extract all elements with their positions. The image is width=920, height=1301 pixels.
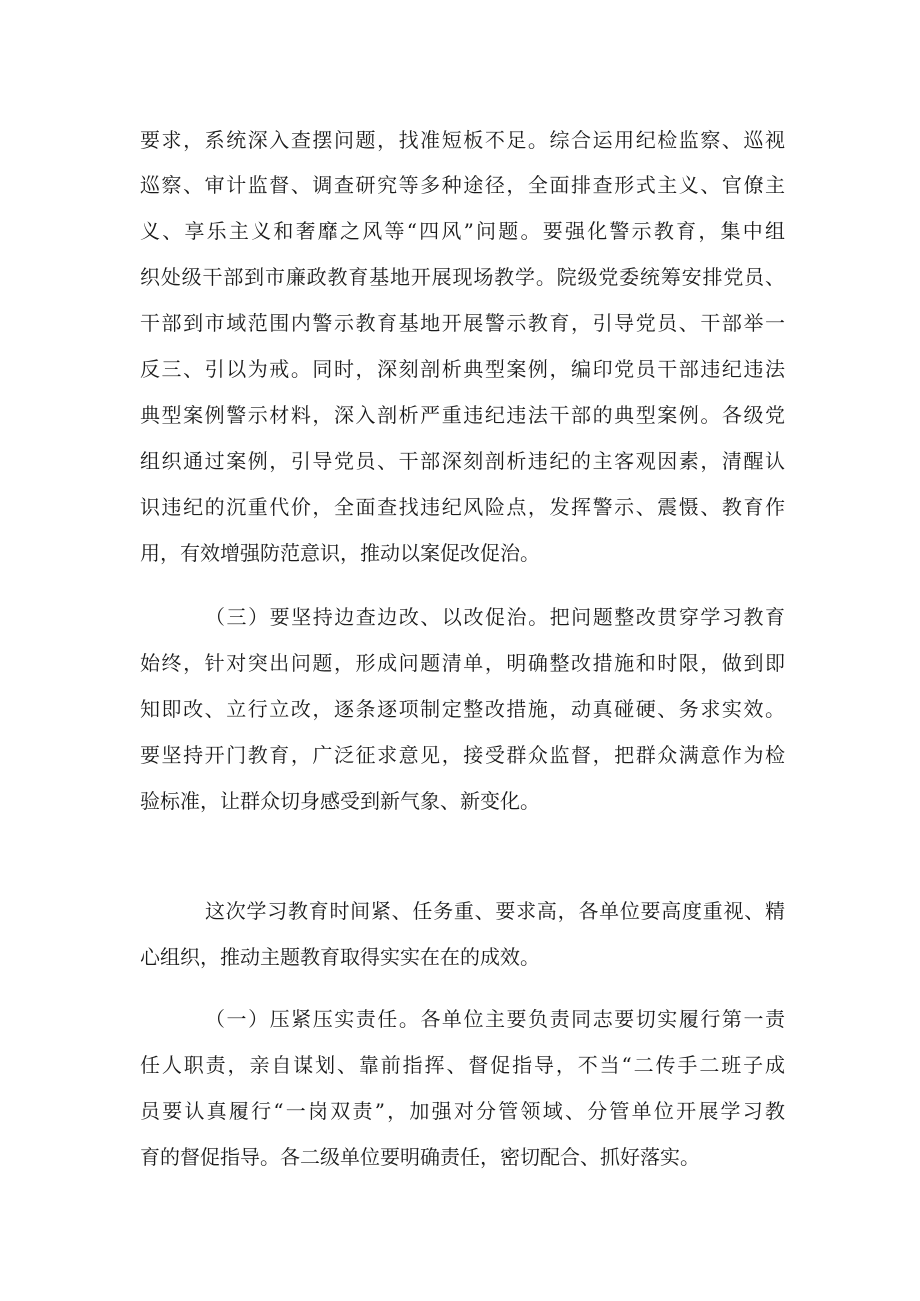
paragraph-1-line-5: 干部到市域范围内警示教育基地开展警示教育，引导党员、干部举一 xyxy=(140,311,785,335)
paragraph-3-line-2: 心组织，推动主题教育取得实实在在的成效。 xyxy=(140,945,540,969)
paragraph-1-line-4: 织处级干部到市廉政教育基地开展现场教学。院级党委统筹安排党员、 xyxy=(140,265,785,289)
paragraph-4-line-3: 员要认真履行“一岗双责”，加强对分管领域、分管单位开展学习教 xyxy=(140,1099,785,1123)
paragraph-2-line-5: 验标准，让群众切身感受到新气象、新变化。 xyxy=(140,789,540,813)
paragraph-3-line-1: 这次学习教育时间紧、任务重、要求高，各单位要高度重视、精 xyxy=(205,899,785,923)
paragraph-1-line-6: 反三、引以为戒。同时，深刻剖析典型案例，编印党员干部违纪违法 xyxy=(140,357,785,381)
paragraph-1-line-10: 用，有效增强防范意识，推动以案促改促治。 xyxy=(140,541,540,565)
paragraph-2-line-4: 要坚持开门教育，广泛征求意见，接受群众监督，把群众满意作为检 xyxy=(140,743,785,767)
paragraph-1-line-1: 要求，系统深入查摆问题，找准短板不足。综合运用纪检监察、巡视 xyxy=(140,128,785,152)
paragraph-2-line-1: （三）要坚持边查边改、以改促治。把问题整改贯穿学习教育 xyxy=(205,605,785,629)
paragraph-1-line-3: 义、享乐主义和奢靡之风等“四风”问题。要强化警示教育，集中组 xyxy=(140,219,785,243)
paragraph-2-line-2: 始终，针对突出问题，形成问题清单，明确整改措施和时限，做到即 xyxy=(140,651,785,675)
paragraph-1-line-2: 巡察、审计监督、调查研究等多种途径，全面排查形式主义、官僚主 xyxy=(140,173,785,197)
paragraph-2-line-3: 知即改、立行立改，逐条逐项制定整改措施，动真碰硬、务求实效。 xyxy=(140,697,785,721)
paragraph-4-line-1: （一）压紧压实责任。各单位主要负责同志要切实履行第一责 xyxy=(205,1007,785,1031)
paragraph-1-line-7: 典型案例警示材料，深入剖析严重违纪违法干部的典型案例。各级党 xyxy=(140,403,785,427)
paragraph-1-line-9: 识违纪的沉重代价，全面查找违纪风险点，发挥警示、震慑、教育作 xyxy=(140,495,785,519)
paragraph-4-line-4: 育的督促指导。各二级单位要明确责任，密切配合、抓好落实。 xyxy=(140,1145,700,1169)
paragraph-4-line-2: 任人职责，亲自谋划、靠前指挥、督促指导，不当“二传手二班子成 xyxy=(140,1053,785,1077)
paragraph-1-line-8: 组织通过案例，引导党员、干部深刻剖析违纪的主客观因素，清醒认 xyxy=(140,449,785,473)
